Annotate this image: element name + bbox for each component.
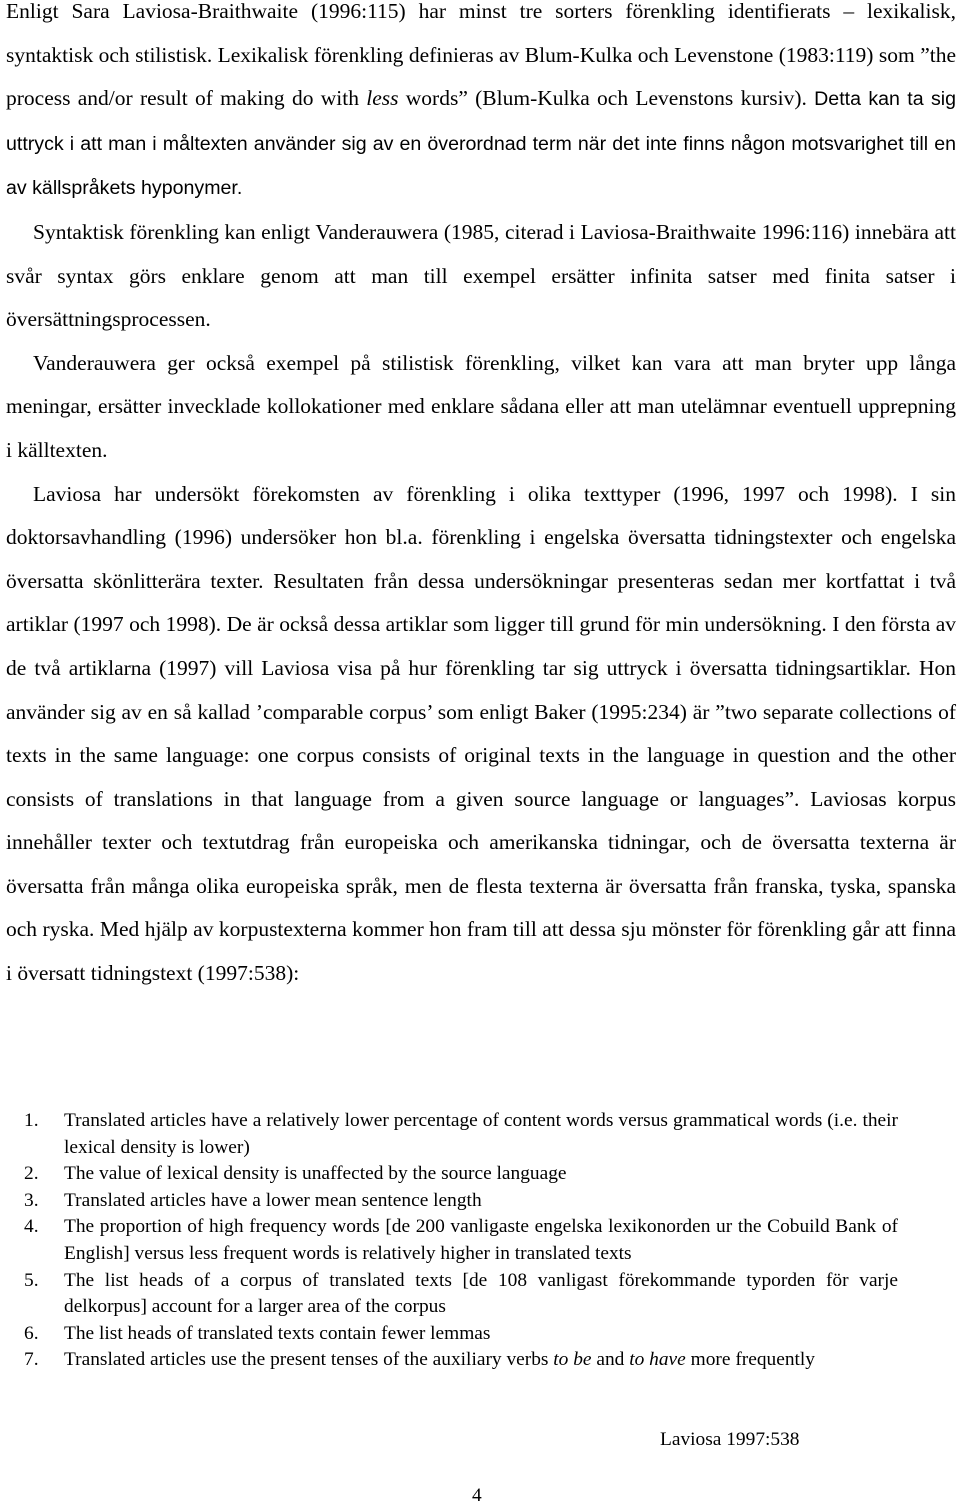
- list-item: [24, 1321, 898, 1348]
- list-text: The value of lexical density is unaffected by the source language: [64, 1163, 567, 1185]
- paragraph-1-sans: Detta kan ta sig uttryck i att man i måltexten använder sig av en överordnad term när det inte finns någon motsvarighet till en av källspråkets hyponymer.: [6, 88, 957, 200]
- italic-to-be: to be: [553, 1349, 592, 1371]
- list-item: [24, 1108, 898, 1161]
- list-item: [24, 1214, 898, 1267]
- paragraph-3: Vanderauwera ger också exempel på stilistisk förenkling, vilket kan vara att man bryter upp långa meningar, ersätter invecklade kollokationer med enklare sådana eller att man utelämnar eventuell upprepning i källtexten.: [6, 350, 956, 462]
- list-item: [24, 1161, 898, 1188]
- list-text: The proportion of high frequency words [de 200 vanligaste engelska lexikonorden ur the Cobuild Bank of English] versus less frequent words is relatively higher in translated texts: [64, 1216, 898, 1264]
- list-item: [24, 1268, 898, 1321]
- body-text: [6, 0, 956, 996]
- list-number: 5.: [24, 1269, 39, 1291]
- paragraph-1-serif-2: words” (Blum-Kulka och Levenstons kursiv).: [398, 86, 815, 111]
- list-text: Translated articles have a lower mean sentence length: [64, 1189, 482, 1211]
- list-text: The list heads of a corpus of translated texts [de 108 vanligast förekommande typorden för varje delkorpus] account for a larger area of the corpus: [64, 1269, 898, 1318]
- list-item: [24, 1188, 898, 1215]
- list-text: The list heads of translated texts contain fewer lemmas: [64, 1322, 491, 1344]
- list-number: 1.: [24, 1110, 39, 1131]
- paragraph-1-serif: Enligt Sara Laviosa-Braithwaite (1996:115) har minst tre sorters förenkling identifierats – lexikalisk, syntaktisk och stilistisk. Lexikalisk förenkling definieras av Blum-Kulka och Levenstone (1983:119) som ”the process and/or result of making do with: [6, 0, 956, 111]
- italic-to-have: to have: [629, 1349, 686, 1371]
- list-number: 2.: [24, 1163, 39, 1185]
- list-text-b: and: [591, 1349, 630, 1371]
- list-number: 3.: [24, 1189, 39, 1211]
- list-number: 6.: [24, 1322, 39, 1344]
- list-item: [24, 1347, 898, 1374]
- paragraph-2: Syntaktisk förenkling kan enligt Vanderauwera (1985, citerad i Laviosa-Braithwaite 1996:116) innebära att svår syntax görs enklare genom att man till exempel ersätter infinita satser med finita satser i översättningsprocessen.: [6, 219, 956, 332]
- italic-less: less: [366, 86, 399, 111]
- paragraph-1: [6, 0, 956, 211]
- simplification-pattern-list: [24, 1108, 898, 1374]
- list-text-c: more frequently: [685, 1349, 816, 1371]
- page-number: 4: [472, 1485, 482, 1506]
- list-number: 7.: [24, 1349, 39, 1371]
- list-text-a: Translated articles use the present tenses of the auxiliary verbs: [64, 1349, 554, 1371]
- source-citation: Laviosa 1997:538: [660, 1429, 800, 1450]
- list-number: 4.: [24, 1216, 39, 1238]
- paragraph-4: Laviosa har undersökt förekomsten av förenkling i olika texttyper (1996, 1997 och 1998). I sin doktorsavhandling (1996) undersöker hon bl.a. förenkling i engelska översatta tidningstexter och engelska översatta skönlitterära texter. Resultaten från dessa undersökningar presenteras sedan mer kortfattat i två artiklar (1997 och 1998). De är också dessa artiklar som ligger till grund för min undersökning. I den första av de två artiklarna (1997) vill Laviosa visa på hur förenkling tar sig uttryck i översatta tidningsartiklar. Hon använder sig av en så kallad ’comparable corpus’ som enligt Baker (1995:234) är ”two separate collections of texts in the same language: one corpus consists of original texts in the language in question and the other consists of translations in that language from a given source language or languages”. Laviosas korpus innehåller texter och textutdrag från europeiska och amerikanska tidningar, och de översatta texterna är översatta från många olika europeiska språk, men de flesta texterna är översatta från franska, tyska, spanska och ryska. Med hjälp av korpustexterna kommer hon fram till att dessa sju mönster för förenkling går att finna i översatt tidningstext (1997:538):: [6, 481, 956, 986]
- list-text: Translated articles have a relatively lower percentage of content words versus grammatical words (i.e. their lexical density is lower): [64, 1110, 898, 1158]
